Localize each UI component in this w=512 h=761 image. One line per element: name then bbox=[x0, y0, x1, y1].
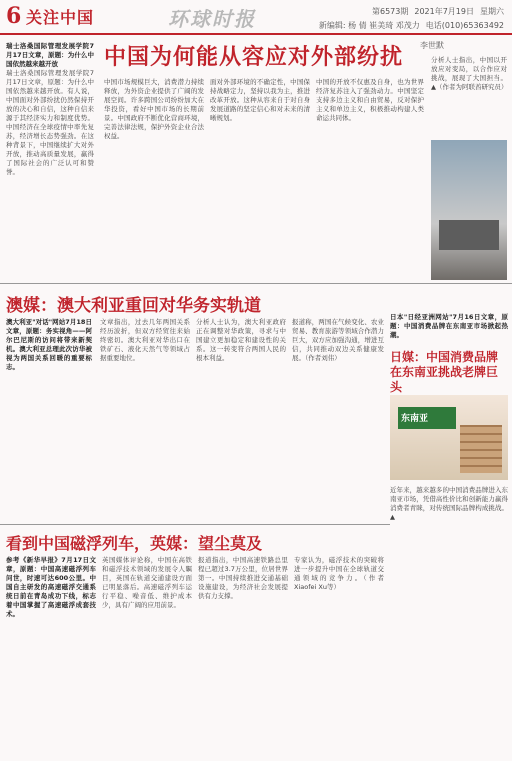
store-sign: 东南亚 bbox=[398, 407, 456, 429]
article3-column-1: 参考《新华早报》7月17日文章，原题：中国高速磁浮列车问世，时速可达600公里。中国自主研发的高速磁浮交通系统日前在青岛成功下线，标志着中国掌握了高速磁浮成套技术。 bbox=[6, 556, 96, 618]
editor-phone: 电话(010)65363492 bbox=[425, 21, 504, 30]
article1-column-2: 面对外部环境的不确定性，中国保持战略定力，坚持以我为主，推进改革开放。这种从容来自于对自身发展道路的坚定信心和对未来的清晰规划。 bbox=[210, 78, 310, 122]
issue-weekday: 星期六 bbox=[480, 7, 504, 16]
article1-headline: 中国为何能从容应对外部纷扰 bbox=[104, 45, 404, 70]
page-number: 6 bbox=[6, 3, 22, 29]
article2-column-1: 澳大利亚"对话"网站7月18日文章，原题：务实视角——阿尔巴尼斯的访问将带来新契机。澳大利亚总理此次访华被视为两国关系回暖的重要标志。 bbox=[6, 318, 92, 371]
article2-headline: 澳媒：澳大利亚重回对华务实轨道 bbox=[6, 296, 261, 316]
column-title: 关注中国 bbox=[26, 8, 95, 27]
sidebar-lead: 日本"日经亚洲网站"7月16日文章，原题：中国消费品牌在东南亚市场掀起热潮。 bbox=[390, 313, 508, 339]
article1-lead: 瑞士洛桑国际管理发展学院7月17日文章，原题：为什么中国依然越来越开放 瑞士洛桑国际管理发展学院7月17日文章，原题：为什么中国依然越来越开放。有人说，中国面对外部纷扰仍然保持开放的决心和自信，这种自信来源于其经济实力和制度优势。中国经济在全球疫情中率先复苏，经济增长态势强劲。在这种背景下，中国继续扩大对外开放，推动高质量发展，赢得了国际社会的广泛认可和赞誉。 bbox=[6, 42, 94, 176]
article1-photo bbox=[431, 140, 507, 280]
editor-names: 新编辑: 杨 倩 崔美琦 邓茂力 bbox=[318, 21, 420, 30]
article1-column-1: 中国市场规模巨大，消费潜力持续释放，为外资企业提供了广阔的发展空间。许多跨国公司纷纷加大在华投资，看好中国市场的长期前景。中国政府不断优化营商环境，完善法律法规，保护外资企业合法权益。 bbox=[104, 78, 204, 140]
masthead bbox=[0, 0, 512, 40]
sidebar-headline: 日媒：中国消费品牌在东南亚挑战老牌巨头 bbox=[390, 350, 499, 394]
article2-column-2: 文章指出，过去几年两国关系经历波折，但双方经贸往来始终密切。澳大利亚对华出口在铁矿石、液化天然气等领域占据重要地位。 bbox=[100, 318, 190, 362]
issue-info bbox=[372, 6, 504, 17]
article2-divider bbox=[0, 283, 512, 284]
issue-date: 2021年7月19日 bbox=[414, 7, 474, 16]
article3-column-3: 报道指出，中国高速铁路总里程已超过3.7万公里，位居世界第一。中国持续推进交通基础设施建设，为经济社会发展提供有力支撑。 bbox=[198, 556, 288, 600]
store-shelf bbox=[460, 425, 502, 473]
article3-divider bbox=[0, 524, 390, 525]
article1-column-4: 分析人士指出，中国以开放应对变局，以合作应对挑战，展现了大国担当。▲（作者为阿联酋研究员） bbox=[431, 56, 507, 91]
issue-number: 第6573期 bbox=[372, 7, 409, 16]
article3-column-4: 专家认为，磁浮技术的突破将进一步提升中国在全球轨道交通领域的竞争力。（作者Xiaofei Xu等） bbox=[294, 556, 384, 591]
sidebar-body: 近年来，越来越多的中国消费品牌进入东南亚市场，凭借高性价比和创新能力赢得消费者青睐，对传统国际品牌构成挑战。▲ bbox=[390, 486, 508, 521]
article2-column-4: 报道称，两国在气候变化、农业贸易、教育旅游等领域合作潜力巨大，双方应加强沟通，增进互信，共同推动双边关系健康发展。（作者刘伟） bbox=[292, 318, 384, 362]
masthead-divider bbox=[0, 33, 512, 35]
sidebar-photo bbox=[390, 395, 508, 480]
newspaper-logo: 环球时报 bbox=[168, 7, 256, 31]
article3-column-2: 英国媒体评论称，中国在高铁和磁浮技术领域的发展令人瞩目，英国在轨道交通建设方面已明显落后。高速磁浮列车运行平稳、噪音低、维护成本少，具有广阔的应用前景。 bbox=[102, 556, 192, 609]
article1-column-3: 中国的开放不仅惠及自身，也为世界经济复苏注入了强劲动力。中国坚定支持多边主义和自由贸易，反对保护主义和单边主义，积极推动构建人类命运共同体。 bbox=[316, 78, 424, 122]
ship-image bbox=[439, 220, 499, 250]
editor-info bbox=[319, 20, 504, 31]
article1-byline: 李世默 bbox=[420, 41, 444, 50]
article3-headline: 看到中国磁浮列车，英媒：望尘莫及 bbox=[6, 534, 263, 553]
article2-column-3: 分析人士认为，澳大利亚政府正在调整对华政策，寻求与中国建立更加稳定和建设性的关系。这一转变符合两国人民的根本利益。 bbox=[196, 318, 286, 362]
